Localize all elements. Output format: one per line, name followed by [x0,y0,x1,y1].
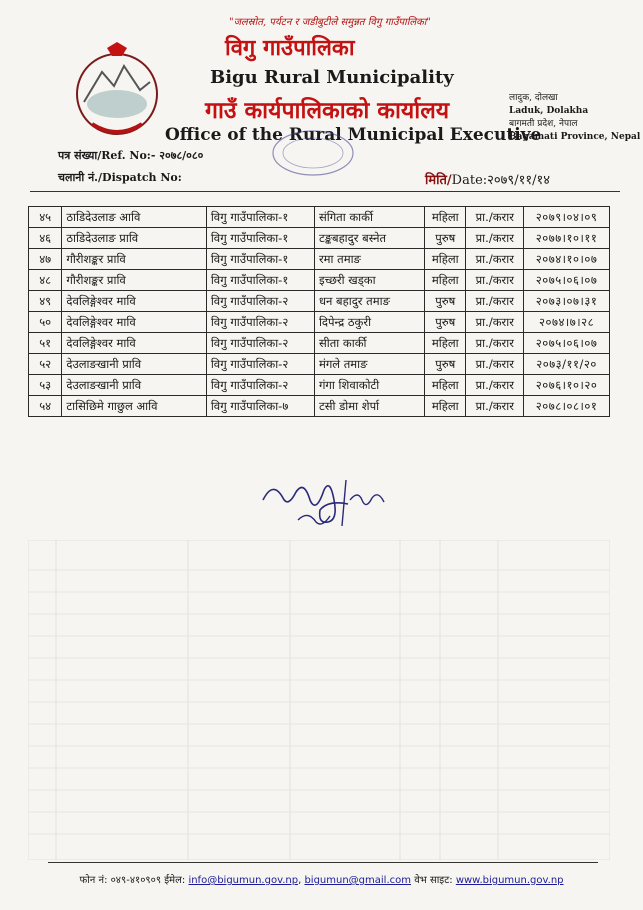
address-line: Laduk, Dolakha [509,106,589,116]
appointment-date-cell: २०७३।०७।३१ [524,291,610,312]
school-cell: टासिछिमे गाछुल आवि [62,396,206,417]
appointment-date-cell: २०७८।०८।०१ [524,396,610,417]
name-cell: गंगा शिवाकोटी [314,375,424,396]
serial-number-cell: ५१ [29,333,62,354]
serial-number-cell: ५३ [29,375,62,396]
gender-cell: महिला [425,396,466,417]
appointment-date-cell: २०७९।०४।०९ [524,207,610,228]
appointment-type-cell: प्रा./करार [466,312,524,333]
school-cell: देवलिङ्गेश्वर मावि [62,312,206,333]
staff-table [28,206,610,417]
municipality-cell: विगु गाउँपालिका-७ [206,396,314,417]
table-row [29,312,610,333]
appointment-type-cell: प्रा./करार [466,207,524,228]
date-value: २०७९/११/१४ [487,173,550,188]
english-title: Bigu Rural Municipality [210,67,454,88]
footer-email-gmail[interactable]: bigumun@gmail.com [304,875,411,886]
date-en-label: Date: [451,173,488,188]
gender-cell: महिला [425,207,466,228]
serial-number-cell: ४५ [29,207,62,228]
footer-separator: , [298,875,302,886]
appointment-date-cell: २०७७।१०।११ [524,228,610,249]
appointment-type-cell: प्रा./करार [466,291,524,312]
school-cell: देउलाङखानी प्रावि [62,354,206,375]
appointment-date-cell: २०७५।०६।०७ [524,270,610,291]
serial-number-cell: ४६ [29,228,62,249]
municipality-cell: विगु गाउँपालिका-२ [206,354,314,375]
serial-number-cell: ४८ [29,270,62,291]
school-cell: गौरीशङ्कर प्रावि [62,249,206,270]
appointment-date-cell: २०७५।०६।०७ [524,333,610,354]
appointment-type-cell: प्रा./करार [466,354,524,375]
appointment-date-cell: २०७३/११/२० [524,354,610,375]
letter-date [425,170,550,188]
footer-web-label: वेभ साइट: [414,875,453,886]
nepali-title: विगु गाउँपालिका [225,35,355,61]
appointment-type-cell: प्रा./करार [466,333,524,354]
school-cell: गौरीशङ्कर प्रावि [62,270,206,291]
nepal-emblem-icon [62,42,172,142]
gender-cell: महिला [425,249,466,270]
serial-number-cell: ४९ [29,291,62,312]
appointment-type-cell: प्रा./करार [466,396,524,417]
name-cell: दिपेन्द्र ठकुरी [314,312,424,333]
appointment-date-cell: २०७६।१०।२० [524,375,610,396]
table-row [29,396,610,417]
serial-number-cell: ५० [29,312,62,333]
name-cell: मंगले तमाङ [314,354,424,375]
gender-cell: महिला [425,270,466,291]
appointment-date-cell: २०७४।१०।०७ [524,249,610,270]
footer-email-info[interactable]: info@bigumun.gov.np [188,875,299,886]
table-row [29,354,610,375]
name-cell: सीता कार्की [314,333,424,354]
signature-icon [258,470,393,530]
gender-cell: महिला [425,333,466,354]
name-cell: धन बहादुर तमाङ [314,291,424,312]
serial-number-cell: ५२ [29,354,62,375]
table-row [29,207,610,228]
footer-contact [0,872,643,886]
staff-table-body [29,207,610,417]
table-row [29,333,610,354]
nepali-office-title: गाउँ कार्यपालिकाको कार्यालय [205,97,450,124]
ref-label: पत्र संख्या/Ref. No:- [58,149,156,162]
school-cell: देउलाङखानी प्रावि [62,375,206,396]
english-office-title: Office of the Rural Municipal Executive [165,125,542,145]
serial-number-cell: ५४ [29,396,62,417]
municipality-cell: विगु गाउँपालिका-२ [206,333,314,354]
address-block [509,92,640,144]
address-line: Bagamati Province, Nepal [509,132,641,142]
table-row [29,228,610,249]
appointment-type-cell: प्रा./करार [466,375,524,396]
header-divider [30,191,620,192]
name-cell: टङ्कबहादुर बस्नेत [314,228,424,249]
school-cell: देवलिङ्गेश्वर मावि [62,333,206,354]
gender-cell: पुरुष [425,354,466,375]
gender-cell: महिला [425,375,466,396]
serial-number-cell: ४७ [29,249,62,270]
table-row [29,291,610,312]
school-cell: ठाडिदेउलाङ आवि [62,207,206,228]
address-line: लादुक, दोलखा [509,93,558,103]
bleed-through-table [28,540,610,860]
ref-value: २०७८/०८० [159,149,204,162]
appointment-type-cell: प्रा./करार [466,270,524,291]
name-cell: रमा तमाङ [314,249,424,270]
municipality-cell: विगु गाउँपालिका-१ [206,249,314,270]
office-stamp-icon [263,127,363,179]
name-cell: संगिता कार्की [314,207,424,228]
date-label: मिति/ [425,173,452,188]
reference-number [58,148,203,163]
municipality-cell: विगु गाउँपालिका-१ [206,228,314,249]
name-cell: इच्छरी खड्का [314,270,424,291]
footer-phone: फोन नं: ०४९-४१०९०९ ईमेल: [79,875,186,886]
footer-divider [48,862,598,863]
table-row [29,249,610,270]
tagline: "जलस्रोत, पर्यटन र जडीबुटीले समुन्नत विगु गाउँपालिका" [229,17,431,28]
gender-cell: पुरुष [425,291,466,312]
gender-cell: पुरुष [425,312,466,333]
municipality-cell: विगु गाउँपालिका-२ [206,312,314,333]
address-line: बागमती प्रदेश, नेपाल [509,119,578,129]
appointment-date-cell: २०७४।७।२८ [524,312,610,333]
school-cell: देवलिङ्गेश्वर मावि [62,291,206,312]
gender-cell: पुरुष [425,228,466,249]
municipality-cell: विगु गाउँपालिका-१ [206,207,314,228]
dispatch-number: चलानी नं./Dispatch No: [58,171,182,184]
municipality-cell: विगु गाउँपालिका-१ [206,270,314,291]
appointment-type-cell: प्रा./करार [466,249,524,270]
appointment-type-cell: प्रा./करार [466,228,524,249]
name-cell: टसी डोमा शेर्पा [314,396,424,417]
footer-website-link[interactable]: www.bigumun.gov.np [455,875,564,886]
table-row [29,375,610,396]
table-row [29,270,610,291]
municipality-cell: विगु गाउँपालिका-२ [206,291,314,312]
school-cell: ठाडिदेउलाङ प्रावि [62,228,206,249]
municipality-cell: विगु गाउँपालिका-२ [206,375,314,396]
